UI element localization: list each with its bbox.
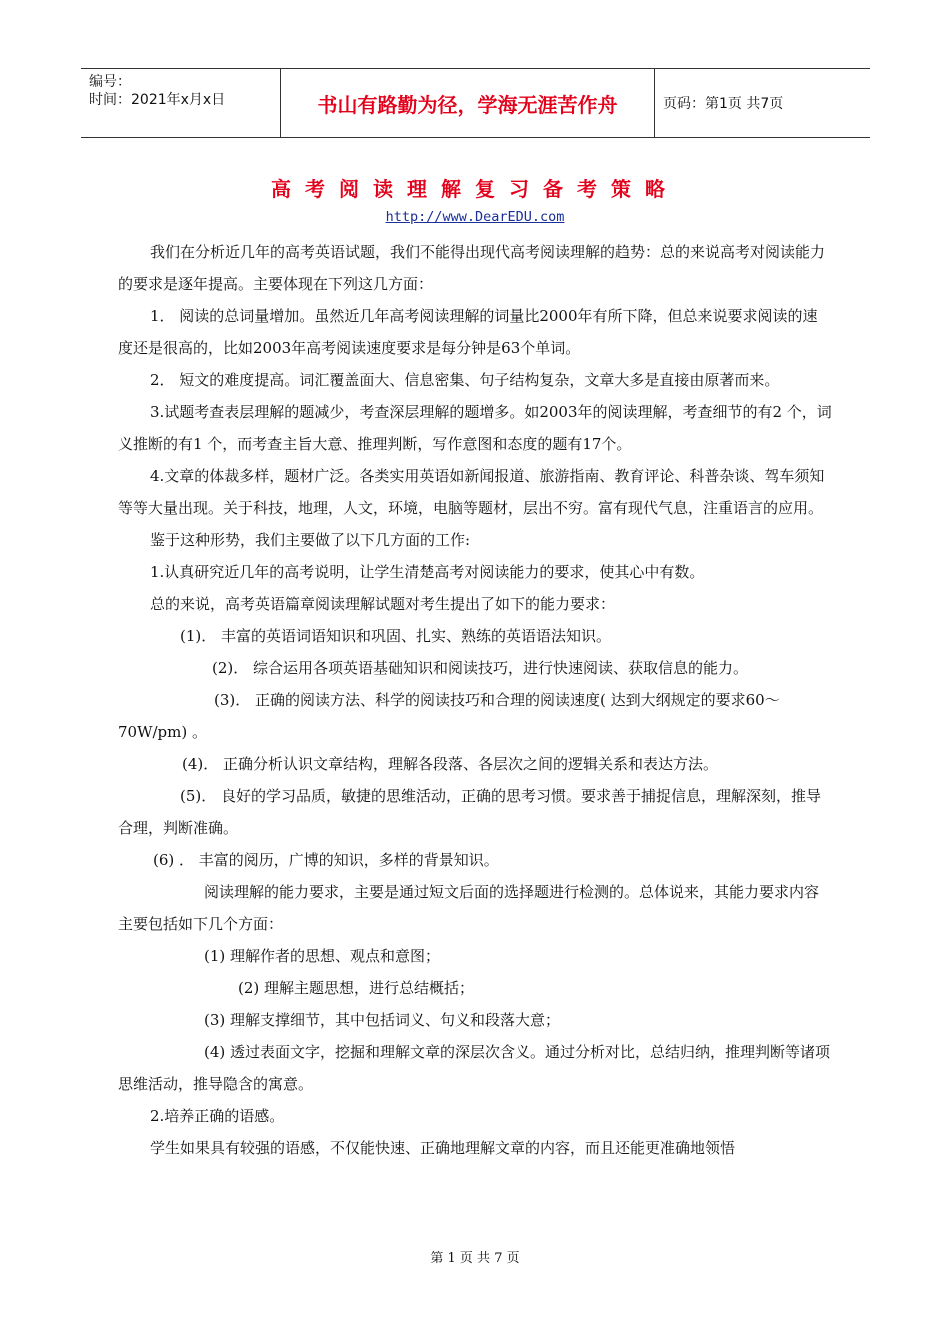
list-item: (1) 理解作者的思想、观点和意图；: [204, 947, 441, 965]
document-body: [118, 236, 832, 1164]
header-meta: [81, 69, 281, 137]
header-motto: 书山有路勤为径，学海无涯苦作舟: [281, 69, 655, 137]
list-item: (5)． 良好的学习品质，敏捷的思维活动，正确的思考习惯。要求善于捕捉信息，理解深刻，推导合理，判断准确。: [118, 787, 822, 837]
page-footer: 第 1 页 共 7 页: [430, 1251, 520, 1266]
header-table: [81, 68, 870, 138]
paragraph: 4.文章的体裁多样，题材广泛。各类实用英语如新闻报道、旅游指南、教育评论、科普杂谈、驾车须知等等大量出现。关于科技，地理，人文，环境，电脑等题材，层出不穷。富有现代气息，注重语言的应用。: [118, 467, 825, 517]
paragraph: 3.试题考查表层理解的题减少，考查深层理解的题增多。如2003年的阅读理解，考查细节的有2 个，词义推断的有1 个，而考查主旨大意、推理判断，写作意图和态度的题有17个。: [118, 403, 832, 453]
list-item: (3)． 正确的阅读方法、科学的阅读技巧和合理的阅读速度( 达到大纲规定的要求60～70W/pm) 。: [118, 691, 780, 741]
serial-number-label: 编号：: [89, 74, 131, 90]
paragraph: 阅读理解的能力要求，主要是通过短文后面的选择题进行检测的。总体说来，其能力要求内容主要包括如下几个方面：: [118, 883, 820, 933]
paragraph: 鉴于这种形势，我们主要做了以下几方面的工作:: [150, 531, 471, 549]
list-item: (4) 透过表面文字，挖掘和理解文章的深层次含义。通过分析对比，总结归纳，推理判断等诸项思维活动，推导隐含的寓意。: [118, 1043, 831, 1093]
document-title: 高考阅读理解复习备考策略: [271, 177, 679, 201]
paragraph: 1． 阅读的总词量增加。虽然近几年高考阅读理解的词量比2000年有所下降，但总来说要求阅读的速度还是很高的，比如2003年高考阅读速度要求是每分钟是63个单词。: [118, 307, 818, 357]
list-item: (1)． 丰富的英语词语知识和巩固、扎实、熟练的英语语法知识。: [180, 627, 612, 645]
list-item: (2) 理解主题思想，进行总结概括；: [238, 979, 475, 997]
header-page-label: 页码：第1页 共7页: [663, 96, 784, 112]
list-item: (4)． 正确分析认识文章结构，理解各段落、各层次之间的逻辑关系和表达方法。: [182, 755, 719, 773]
list-item: (2)． 综合运用各项英语基础知识和阅读技巧，进行快速阅读、获取信息的能力。: [212, 659, 749, 677]
list-item: (3) 理解支撑细节，其中包括词义、句义和段落大意；: [204, 1011, 561, 1029]
paragraph: 总的来说，高考英语篇章阅读理解试题对考生提出了如下的能力要求：: [150, 595, 616, 613]
paragraph: 学生如果具有较强的语感，不仅能快速、正确地理解文章的内容，而且还能更准确地领悟: [150, 1139, 736, 1157]
source-link[interactable]: http://www.DearEDU.com: [385, 209, 565, 225]
time-label: 时间：2021年x月x日: [89, 92, 226, 108]
list-item: (6) ． 丰富的阅历，广博的知识，多样的背景知识。: [153, 851, 499, 869]
paragraph: 我们在分析近几年的高考英语试题，我们不能得出现代高考阅读理解的趋势：总的来说高考对阅读能力的要求是逐年提高。主要体现在下列这几方面：: [118, 243, 826, 293]
paragraph: 2.培养正确的语感。: [150, 1107, 285, 1125]
paragraph: 1.认真研究近几年的高考说明，让学生清楚高考对阅读能力的要求，使其心中有数。: [150, 563, 705, 581]
paragraph: 2． 短文的难度提高。词汇覆盖面大、信息密集、句子结构复杂，文章大多是直接由原著而来。: [150, 371, 780, 389]
